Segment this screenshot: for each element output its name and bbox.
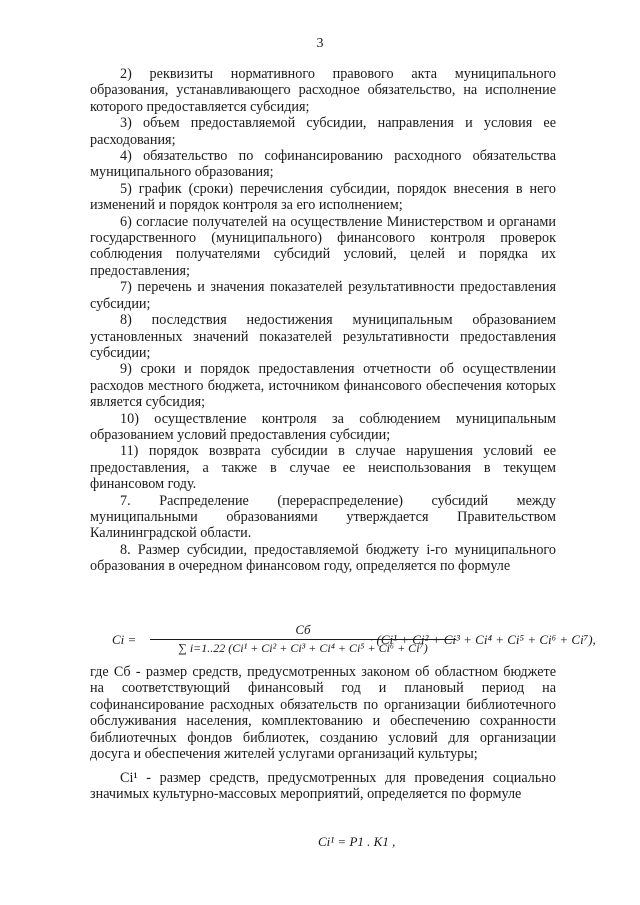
list-item: 9) сроки и порядок предоставления отчетности об осуществлении расходов местного бюджета, источником финансового обеспечения которых является субсидия;	[90, 361, 556, 411]
list-item: 6) согласие получателей на осуществление Министерством и органами государственного (муниципального) финансового контроля проверок соблюдения получателями субсидий условий, целей и порядка их предоставления;	[90, 213, 556, 279]
list-item: 8) последствия недостижения муниципальным образованием установленных значений показателей результативности предоставления субсидии;	[90, 312, 556, 361]
formula-denominator: ∑ i=1..22 (Ci¹ + Ci² + Ci³ + Ci⁴ + Ci⁵ + Ci⁶ + Ci⁷)	[178, 641, 428, 655]
formula-lhs: Ci =	[112, 632, 137, 647]
list-item: 10) осуществление контроля за соблюдением муниципальным образованием условий предоставления субсидии;	[90, 410, 556, 443]
formula-numerator: Cб	[295, 622, 311, 637]
definition-paragraph: Ci¹ - размер средств, предусмотренных для проведения социально значимых культурно-массовых мероприятий, определяется по формуле	[90, 770, 556, 803]
document-body	[90, 66, 556, 575]
list-item: 5) график (сроки) перечисления субсидии, порядок внесения в него изменений и порядок контроля за его исполнением;	[90, 180, 556, 214]
list-item: 3) объем предоставляемой субсидии, направления и условия ее расходования;	[90, 115, 556, 148]
formula-rhs: · (Ci¹ + Ci² + Ci³ + Ci⁴ + Ci⁵ + Ci⁶ + Ci⁷),	[370, 632, 596, 647]
list-item: 11) порядок возврата субсидии в случае нарушения условий ее предоставления, а также в случае ее неиспользования в текущем финансовом году.	[90, 443, 556, 493]
paragraph: 7. Распределение (перераспределение) субсидий между муниципальными образованиями утверждается Правительством Калининградской области.	[90, 492, 556, 542]
list-item: 7) перечень и значения показателей результативности предоставления субсидии;	[90, 279, 556, 312]
page-number: 3	[316, 36, 324, 51]
definition-paragraph: где Cб - размер средств, предусмотренных законом об областном бюджете на соответствующий финансовый год и плановый период на софинансирование расходных обязательств по организации библиотечного обслуживания населения, комплектованию и обеспечению сохранности библиотечных фондов библиотек, созданию условий для организации досуга и обеспечения жителей услугами организаций культуры;	[90, 664, 556, 763]
subsidy-formula	[112, 622, 596, 660]
sub-formula: Ci¹ = P1 . K1 ,	[318, 834, 396, 849]
paragraph: 8. Размер субсидии, предоставляемой бюджету i-го муниципального образования в очередном финансовом году, определяется по формуле	[90, 541, 556, 575]
list-item: 2) реквизиты нормативного правового акта муниципального образования, устанавливающего расходное обязательство, на исполнение которого предоставляется субсидия;	[90, 66, 556, 115]
list-item: 4) обязательство по софинансированию расходного обязательства муниципального образования;	[90, 148, 556, 181]
